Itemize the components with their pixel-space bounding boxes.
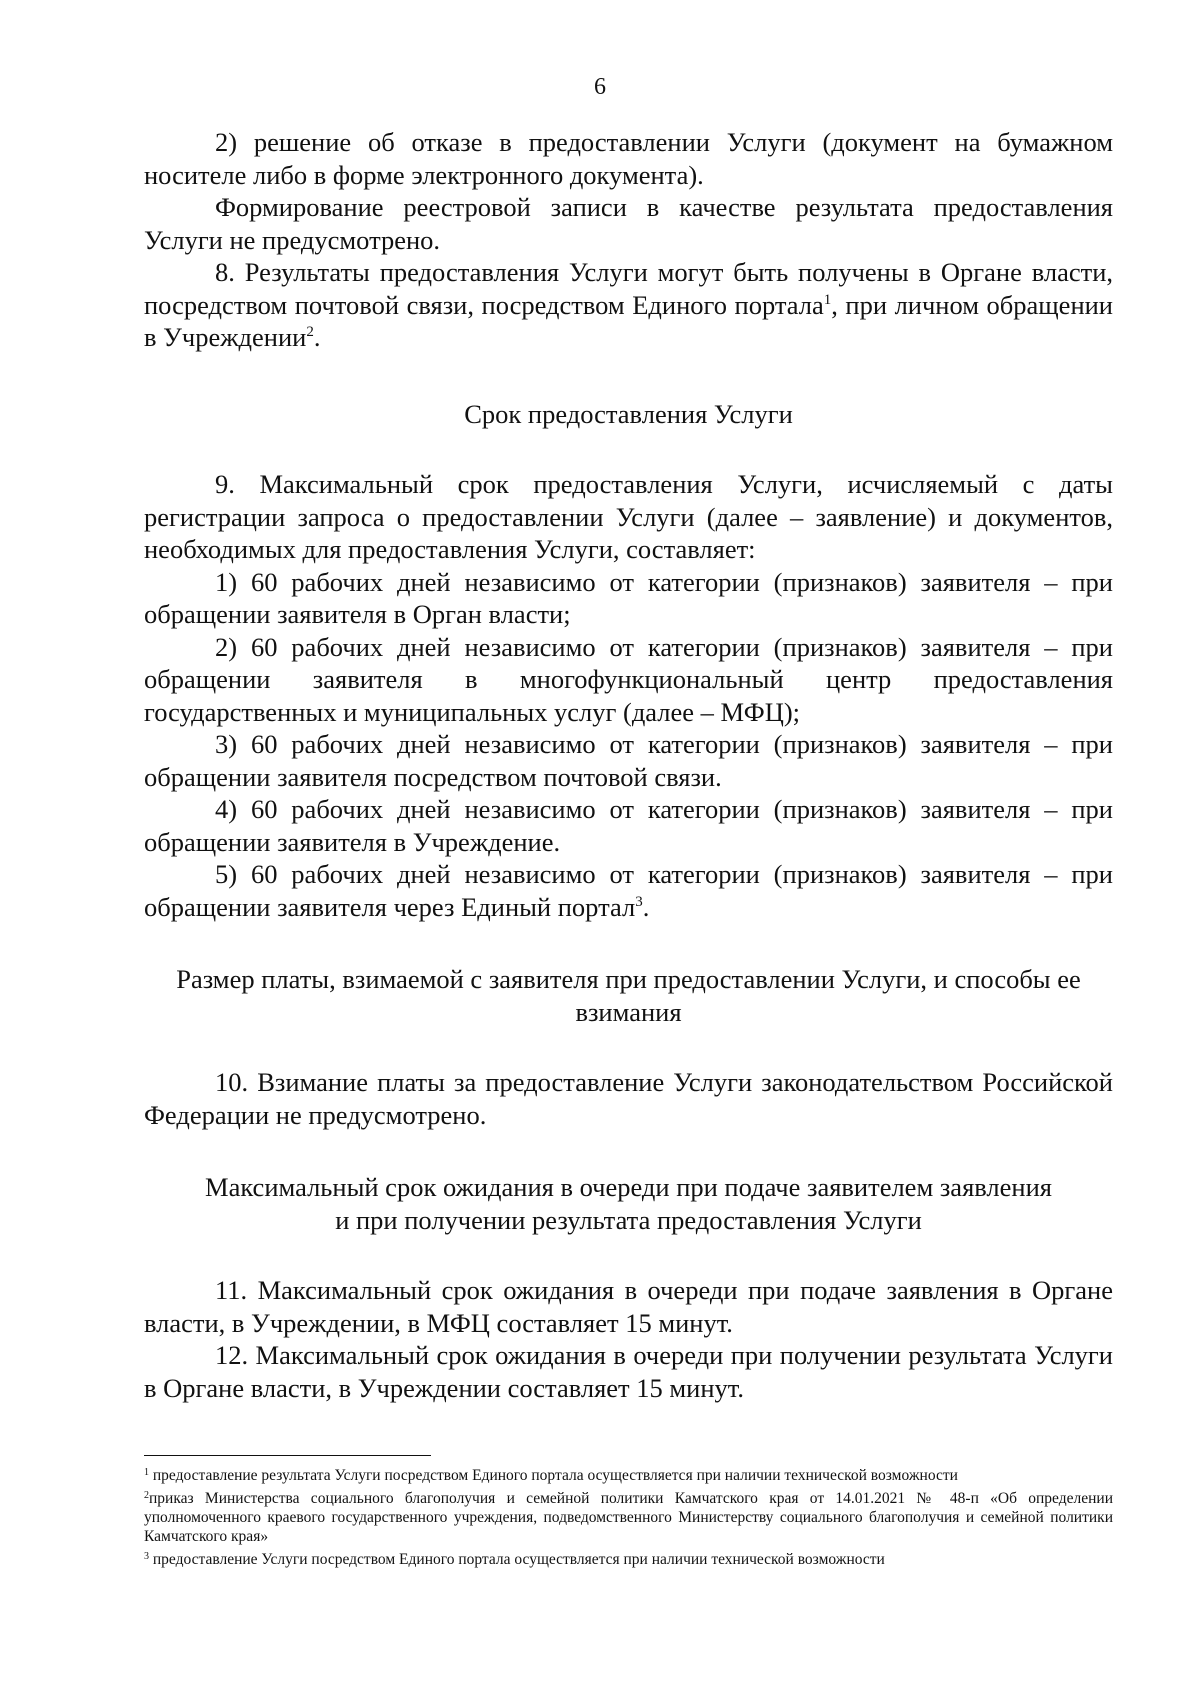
list-item-2: 2) 60 рабочих дней независимо от категории (признаков) заявителя – при обращении заявителя в многофункциональный центр предоставления государственных и муниципальных услуг (далее – МФЦ); xyxy=(144,631,1113,727)
footnote-divider xyxy=(144,1455,431,1456)
paragraph-9-max-term: 9. Максимальный срок предоставления Услуги, исчисляемый с даты регистрации запроса о предоставлении Услуги (далее – заявление) и документов, необходимых для предоставления Услуги, составляет: xyxy=(144,469,1113,564)
list-item-4: 4) 60 рабочих дней независимо от категории (признаков) заявителя – при обращении заявителя в Учреждение. xyxy=(144,794,1113,857)
footnote-ref-2: 2 xyxy=(306,324,314,340)
page-number: 6 xyxy=(594,74,606,100)
paragraph-8-text-b: , при личном обращении в Учреждении xyxy=(144,289,1113,352)
section-heading-queue-line-2: и при получении результата предоставления Услуги xyxy=(335,1204,922,1235)
footnote-mark-3: 3 xyxy=(144,1551,149,1562)
footnote-1 xyxy=(144,1466,1113,1485)
paragraph-10-fee: 10. Взимание платы за предоставление Услуги законодательством Российской Федерации не предусмотрено. xyxy=(144,1067,1113,1130)
paragraph-11-queue-submit: 11. Максимальный срок ожидания в очереди при подаче заявления в Органе власти, в Учреждении, в МФЦ составляет 15 минут. xyxy=(144,1275,1113,1338)
paragraph-12-queue-receive: 12. Максимальный срок ожидания в очереди при получении результата Услуги в Органе власти, в Учреждении составляет 15 минут. xyxy=(144,1340,1113,1403)
list-item-5-text: 5) 60 рабочих дней независимо от категории (признаков) заявителя – при обращении заявителя через Единый портал xyxy=(144,859,1113,922)
section-heading-term: Срок предоставления Услуги xyxy=(464,398,793,429)
paragraph-refusal-decision: 2) решение об отказе в предоставлении Услуги (документ на бумажном носителе либо в форме электронного документа). xyxy=(144,127,1113,190)
paragraph-registry-record: Формирование реестровой записи в качестве результата предоставления Услуги не предусмотрено. xyxy=(144,192,1113,255)
paragraph-8-text-c: . xyxy=(313,322,321,352)
list-item-1: 1) 60 рабочих дней независимо от категории (признаков) заявителя – при обращении заявителя в Орган власти; xyxy=(144,566,1113,629)
list-item-5 xyxy=(144,858,1113,923)
section-heading-fee: Размер платы, взимаемой с заявителя при предоставлении Услуги, и способы ее взимания xyxy=(176,964,1081,1027)
footnote-text-1: предоставление результата Услуги посредством Единого портала осуществляется при наличии технической возможности xyxy=(149,1467,958,1484)
footnote-mark-1: 1 xyxy=(144,1467,149,1478)
paragraph-8-results xyxy=(144,256,1113,354)
footnote-2 xyxy=(144,1489,1113,1546)
document-body xyxy=(144,126,1113,1404)
footnotes xyxy=(144,1466,1113,1573)
footnote-3 xyxy=(144,1550,1113,1569)
footnote-text-2: приказ Министерства социального благополучия и семейной политики Камчатского края от 14.01.2021 № 48-п «Об определении уполномоченного краевого государственного учреждения, подведомственного Министерству социального благополучия и семейной политики Камчатского края» xyxy=(144,1490,1113,1545)
section-heading-queue-line-1: Максимальный срок ожидания в очереди при подаче заявителем заявления xyxy=(205,1172,1052,1202)
footnote-mark-2: 2 xyxy=(144,1490,149,1501)
list-item-3: 3) 60 рабочих дней независимо от категории (признаков) заявителя – при обращении заявителя посредством почтовой связи. xyxy=(144,729,1113,792)
list-item-5-end: . xyxy=(642,891,650,922)
footnote-ref-1: 1 xyxy=(823,291,832,308)
section-heading-queue xyxy=(144,1171,1113,1236)
footnote-ref-3: 3 xyxy=(635,893,643,910)
paragraph-8-text-a: 8. Результаты предоставления Услуги могут быть получены в Органе власти, посредством почтовой связи, посредством Единого портала xyxy=(144,257,1113,320)
footnote-text-3: предоставление Услуги посредством Единого портала осуществляется при наличии технической возможности xyxy=(149,1551,885,1568)
